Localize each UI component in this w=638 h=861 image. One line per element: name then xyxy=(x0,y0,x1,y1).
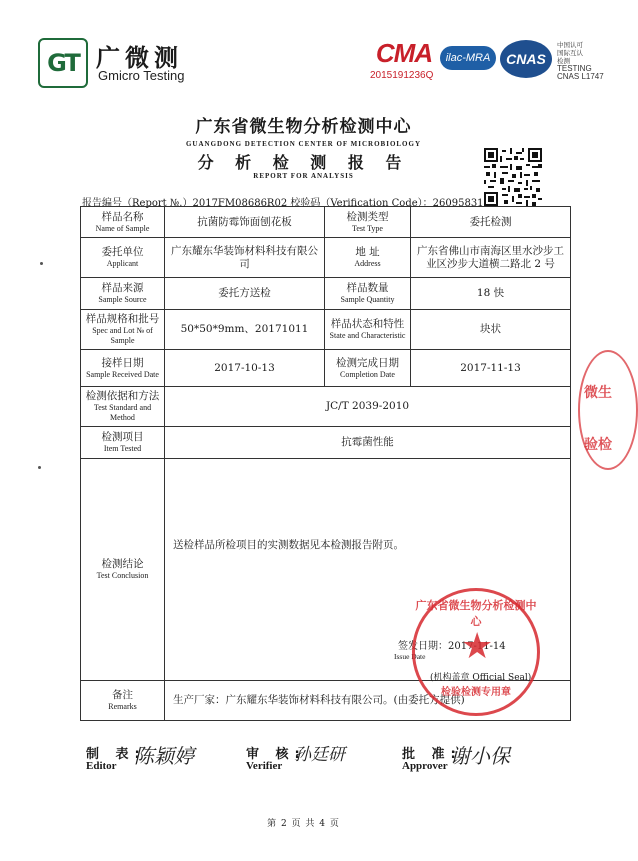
scan-mark xyxy=(38,466,41,469)
sample-quantity-label: 样品数量 Sample Quantity xyxy=(325,278,411,310)
report-title-cn: 分 析 检 测 报 告 xyxy=(197,153,410,172)
test-type-value: 委托检测 xyxy=(411,207,571,238)
remarks-label: 备注 Remarks xyxy=(81,681,165,721)
org-title-cn: 广东省微生物分析检测中心 xyxy=(195,117,412,137)
editor-label: 制 表: xyxy=(86,747,146,762)
official-seal-label: (机构盖章 Official Seal) xyxy=(430,673,532,683)
test-standard-label: 检测依据和方法 Test Standard and Method xyxy=(81,387,165,427)
gmicro-logo-icon: GT xyxy=(38,38,88,88)
sample-quantity-value: 18 快 xyxy=(411,278,571,310)
table-row xyxy=(81,207,571,238)
report-number-line: 报告编号（Report №.）2017FM08686R02 校验码（Verification Code）：26095831 xyxy=(82,198,484,209)
received-date-label: 接样日期 Sample Received Date xyxy=(81,350,165,387)
brand-name-cn: 广微测 xyxy=(96,44,183,72)
test-type-label: 检测类型 Test Type xyxy=(325,207,411,238)
conclusion-label: 检测结论 Test Conclusion xyxy=(81,459,165,681)
table-row xyxy=(81,350,571,387)
spec-label: 样品规格和批号 Spec and Lot № of Sample xyxy=(81,310,165,350)
item-tested-value: 抗霉菌性能 xyxy=(165,427,571,459)
edge-seal-stamp-icon: 微生 验检 xyxy=(578,350,638,470)
approver-label: 批 准: xyxy=(402,747,462,762)
page-number: 第 2 页 共 4 页 xyxy=(267,819,340,829)
scan-mark xyxy=(40,262,43,265)
ilac-mra-logo-icon: ilac-MRA xyxy=(440,46,496,70)
approver-label-en: Approver xyxy=(402,760,448,772)
verifier-signature: 孙廷研 xyxy=(294,745,345,765)
sample-source-label: 样品来源 Sample Source xyxy=(81,278,165,310)
verifier-label: 审 核: xyxy=(246,747,306,762)
completion-date-value: 2017-11-13 xyxy=(411,350,571,387)
approver-signature: 谢小保 xyxy=(450,744,510,768)
sample-source-value: 委托方送检 xyxy=(165,278,325,310)
table-row xyxy=(81,238,571,278)
official-seal-stamp-icon: 广东省微生物分析检测中心 ★ 检验检测专用章 xyxy=(412,588,540,716)
state-label: 样品状态和特性 State and Characteristic xyxy=(325,310,411,350)
spec-value: 50*50*9mm、20171011 xyxy=(165,310,325,350)
table-row xyxy=(81,310,571,350)
report-title-en: REPORT FOR ANALYSIS xyxy=(253,172,354,180)
address-label: 地 址 Address xyxy=(325,238,411,278)
received-date-value: 2017-10-13 xyxy=(165,350,325,387)
org-title-en: GUANGDONG DETECTION CENTER OF MICROBIOLOGY xyxy=(185,140,422,148)
editor-label-en: Editor xyxy=(86,760,117,772)
state-value: 块状 xyxy=(411,310,571,350)
issue-date: 签发日期：2017-11-14 xyxy=(398,641,506,652)
cma-code: 2015191236Q xyxy=(370,70,434,81)
verifier-label-en: Verifier xyxy=(246,760,283,772)
applicant-value: 广东耀东华装饰材料科技有限公司 xyxy=(165,238,325,278)
conclusion-value: 送检样品所检项目的实测数据见本检测报告附页。 xyxy=(165,459,571,681)
item-tested-label: 检测项目 Item Tested xyxy=(81,427,165,459)
cma-logo-icon: CMA xyxy=(375,38,433,68)
table-row xyxy=(81,278,571,310)
table-row xyxy=(81,387,571,427)
applicant-label: 委托单位 Applicant xyxy=(81,238,165,278)
brand-name-en: Gmicro Testing xyxy=(98,68,185,83)
remarks-value: 生产厂家：广东耀东华装饰材料科技有限公司。(由委托方提供) xyxy=(165,681,571,721)
sample-name-label: 样品名称 Name of Sample xyxy=(81,207,165,238)
address-value: 广东省佛山市南海区里水沙步工业区沙步大道横二路北 2 号 xyxy=(411,238,571,278)
editor-signature: 陈颖婷 xyxy=(134,744,194,768)
qr-code-icon xyxy=(484,148,542,206)
sample-name-value: 抗菌防霉饰面刨花板 xyxy=(165,207,325,238)
cnas-logo-icon: CNAS xyxy=(500,40,552,78)
test-standard-value: JC/T 2039-2010 xyxy=(165,387,571,427)
table-row xyxy=(81,427,571,459)
issue-date-en: Issue Date xyxy=(394,652,426,661)
completion-date-label: 检测完成日期 Completion Date xyxy=(325,350,411,387)
cnas-accreditation-text: 中国认可 国际互认 检测 TESTING CNAS L1747 xyxy=(557,41,604,81)
